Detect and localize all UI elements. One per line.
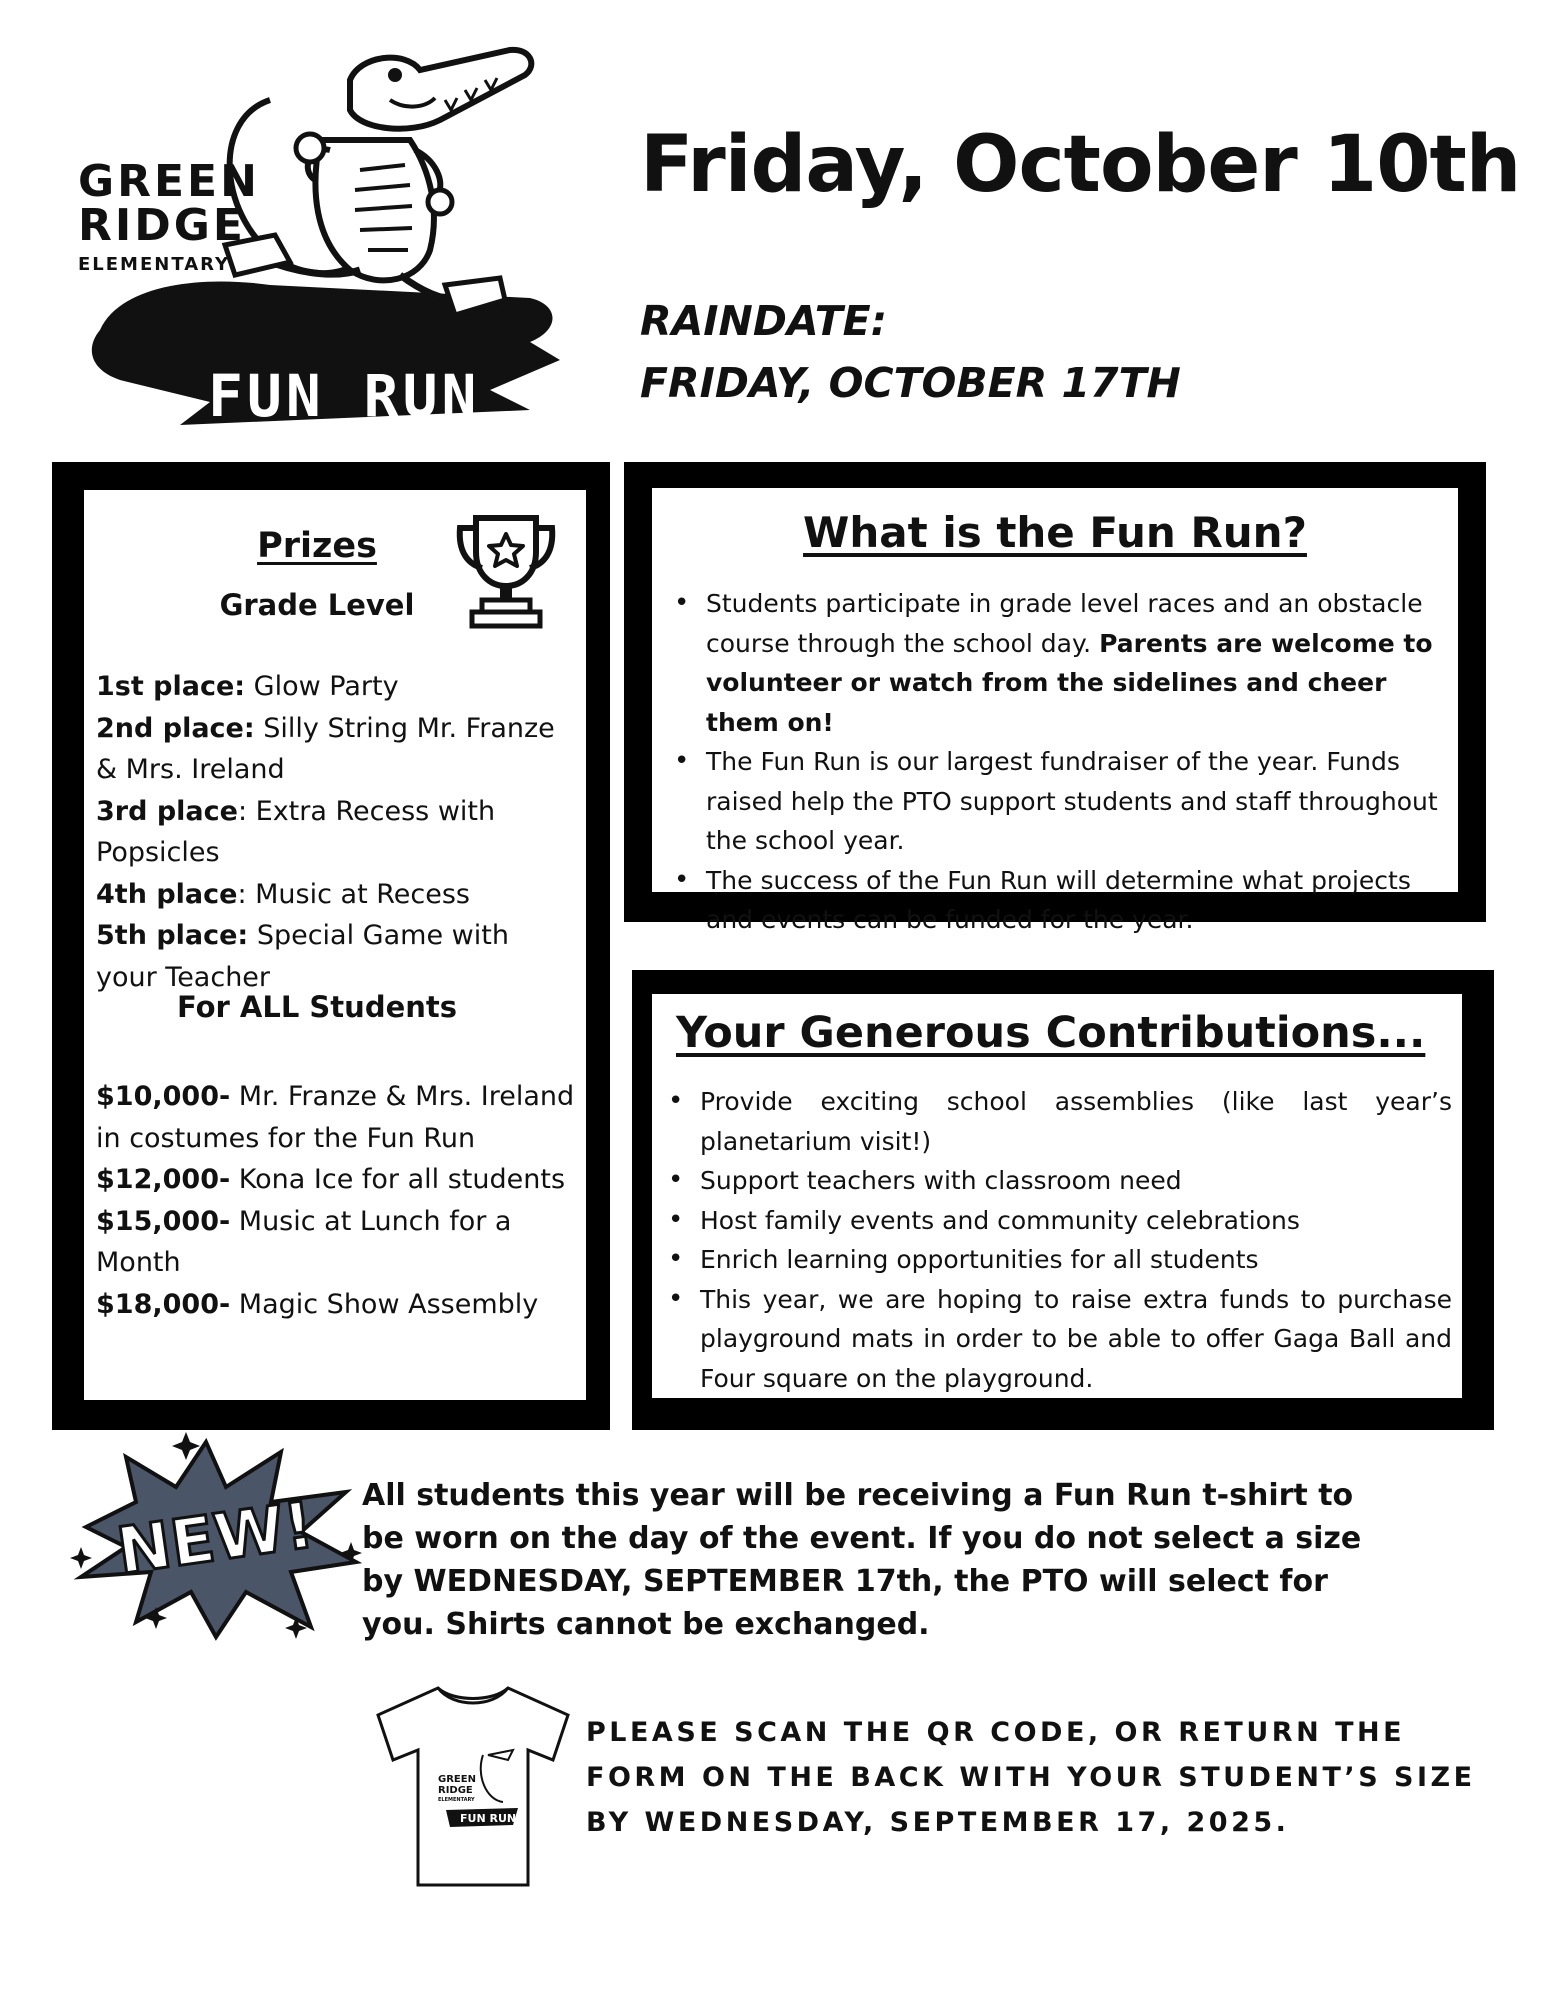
list-item xyxy=(668,584,1448,742)
shirt-fun-run: FUN RUN xyxy=(460,1812,517,1825)
contributions-panel xyxy=(652,994,1462,1398)
what-is-title: What is the Fun Run? xyxy=(803,508,1307,557)
prizes-box xyxy=(52,462,610,1430)
goal-text: Mr. Franze & Mrs. Ireland in costumes for the Fun Run xyxy=(96,1081,575,1154)
list-item: • Provide exciting school assemblies (like last year’s planetarium visit!) xyxy=(662,1082,1452,1161)
prize-label: 2nd place: xyxy=(96,712,255,744)
bullet-bold-text: Parents are welcome to volunteer or watch from the sidelines and cheer them on! xyxy=(706,628,1433,737)
raindate xyxy=(640,290,1181,414)
event-date: Friday, October 10th xyxy=(640,120,1521,210)
fundraising-goal-list xyxy=(96,1076,582,1325)
grade-level-heading: Grade Level xyxy=(219,588,415,622)
list-item: • Host family events and community celebrations xyxy=(662,1201,1452,1241)
school-name-line2: RIDGE xyxy=(78,200,246,251)
prize-text: Silly String Mr. Franze & Mrs. Ireland xyxy=(96,712,555,785)
prize-text: Special Game with your Teacher xyxy=(96,920,509,993)
list-item: • The Fun Run is our largest fundraiser of the year. Funds raised help the PTO support students and staff throughout the school year. xyxy=(668,742,1448,861)
what-is-panel xyxy=(652,488,1458,934)
contributions-list xyxy=(662,1082,1452,1398)
prize-label: 1st place: xyxy=(96,671,246,702)
prize-label: 5th place: xyxy=(96,920,249,951)
prize-text: Glow Party xyxy=(245,671,399,702)
prize-item xyxy=(96,915,576,998)
goal-text: Music at Lunch for a Month xyxy=(96,1205,512,1278)
all-students-heading: For ALL Students xyxy=(176,990,458,1024)
goal-amount: $15,000- xyxy=(96,1205,231,1237)
goal-item xyxy=(96,1201,582,1284)
school-name-line3: ELEMENTARY xyxy=(78,254,231,275)
prize-item xyxy=(96,666,576,708)
what-is-box xyxy=(624,462,1486,934)
grade-prize-list xyxy=(96,666,576,998)
new-badge xyxy=(66,1432,366,1642)
prize-text: : Extra Recess with Popsicles xyxy=(96,795,496,868)
prizes-panel xyxy=(84,490,586,1400)
list-item: • The success of the Fun Run will determine what projects and events can be funded for the year. xyxy=(668,861,1448,940)
prize-item xyxy=(96,708,576,791)
bullet-text: Students participate in grade level races and an obstacle course through the school day. xyxy=(706,589,1423,658)
size-instructions: PLEASE SCAN THE QR CODE, OR RETURN THE FORM ON THE BACK WITH YOUR STUDENT’S SIZE BY WEDNESDAY, SEPTEMBER 17, 2025. xyxy=(586,1717,1476,1838)
goal-amount: $10,000- xyxy=(96,1081,231,1112)
new-badge-text: NEW! xyxy=(112,1488,319,1590)
contributions-title: Your Generous Contributions... xyxy=(676,1008,1426,1058)
goal-item xyxy=(96,1159,582,1201)
raindate-value: FRIDAY, OCTOBER 17TH xyxy=(640,359,1181,407)
goal-amount: $12,000- xyxy=(96,1164,231,1195)
goal-text: Kona Ice for all students xyxy=(230,1164,566,1195)
prizes-title: Prizes xyxy=(257,526,377,566)
goal-text: Magic Show Assembly xyxy=(230,1288,539,1320)
shirt-school-line3: ELEMENTARY xyxy=(438,1797,475,1803)
school-name xyxy=(78,156,260,275)
goal-item xyxy=(96,1284,582,1326)
school-logo xyxy=(60,30,580,460)
prize-label: 3rd place xyxy=(96,795,238,827)
shirt-school-line1: GREEN xyxy=(438,1774,476,1785)
prize-text: : Music at Recess xyxy=(237,878,470,910)
prize-item xyxy=(96,791,576,874)
raindate-label: RAINDATE: xyxy=(640,297,888,345)
list-item: • Support teachers with classroom need xyxy=(662,1161,1452,1201)
tshirt-announcement: All students this year will be receiving a Fun Run t-shirt to be worn on the day of the event. If you do not select a size by WEDNESDAY, SEPTEMBER 17th, the PTO will select for you. Shirts cannot be exchanged. xyxy=(362,1478,1362,1642)
what-is-list xyxy=(668,584,1448,940)
goal-amount: $18,000- xyxy=(96,1288,231,1320)
list-item: • Enrich learning opportunities for all students xyxy=(662,1240,1452,1280)
prize-label: 4th place xyxy=(96,878,238,910)
school-name-line1: GREEN xyxy=(78,156,260,207)
goal-item xyxy=(96,1076,582,1159)
fun-run-logo-text: FUN RUN xyxy=(208,362,481,430)
tshirt-icon xyxy=(368,1680,578,1890)
prize-item xyxy=(96,874,576,916)
contributions-box xyxy=(632,970,1494,1430)
list-item: • This year, we are hoping to raise extra funds to purchase playground mats in order to be able to offer Gaga Ball and Four square on the playground. xyxy=(662,1280,1452,1399)
shirt-school-line2: RIDGE xyxy=(438,1785,473,1796)
